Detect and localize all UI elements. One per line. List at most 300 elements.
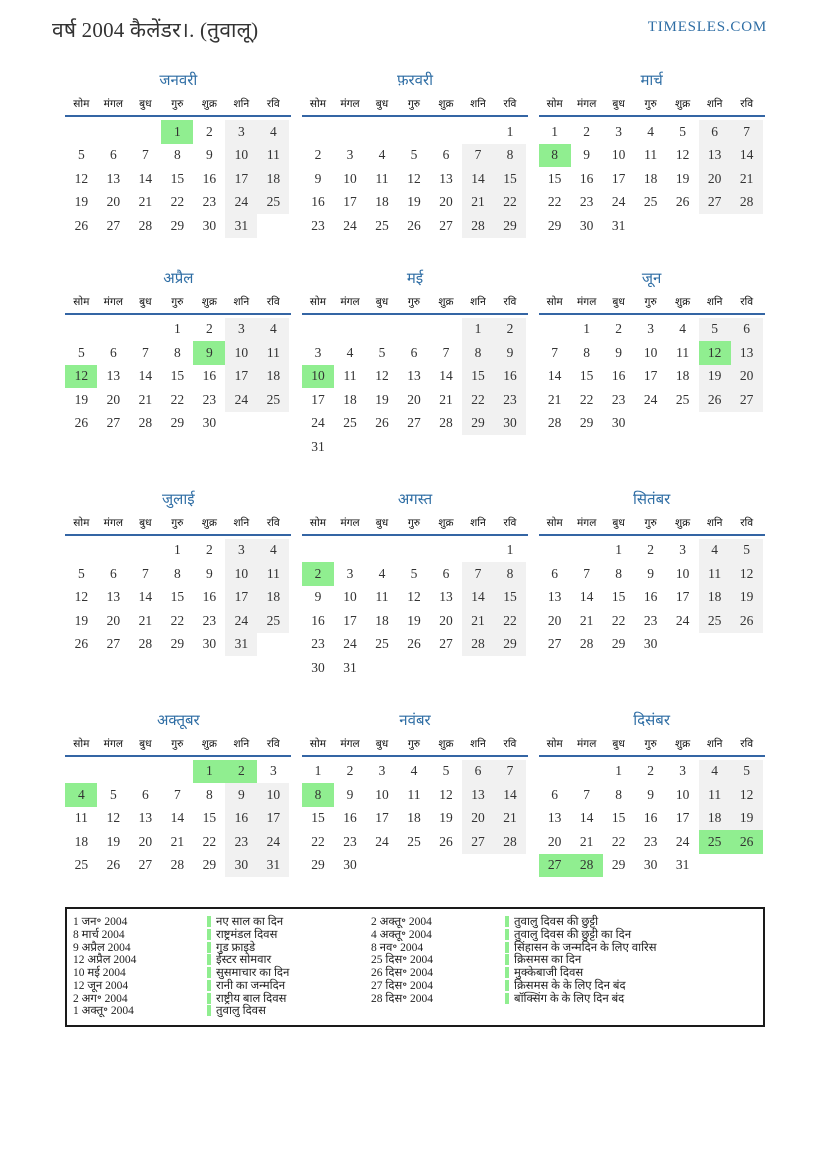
day-cell: 4	[346, 344, 354, 360]
day-cell: 9	[314, 170, 322, 186]
legend-label: तुवालु दिवस	[216, 1005, 266, 1018]
weekday-label: शनि	[233, 296, 250, 308]
day-cell: 14	[439, 368, 453, 384]
empty-day-cell	[398, 854, 430, 878]
day-cell: 10	[225, 144, 257, 168]
day-cell: 10	[675, 565, 690, 581]
day-cell: 20	[106, 194, 121, 210]
weekday-label: मंगल	[577, 517, 597, 529]
day-cell: 30	[202, 636, 217, 652]
day-cell: 6	[551, 786, 559, 802]
month-title: जुलाई	[162, 491, 195, 508]
day-cell: 24	[225, 388, 257, 412]
weekday-label: गुरु	[171, 296, 184, 308]
day-cell: 12	[65, 365, 97, 389]
day-cell: 26	[731, 609, 763, 633]
day-cell: 13	[439, 170, 453, 186]
day-cell: 29	[494, 633, 526, 657]
weekday-label: मंगल	[103, 99, 123, 110]
weekday-header-row	[65, 97, 291, 117]
empty-day-cell	[302, 318, 334, 342]
day-cell: 11	[699, 562, 731, 586]
weekday-label: शनि	[706, 296, 723, 308]
day-cell: 30	[579, 217, 594, 233]
day-cell: 27	[138, 857, 153, 873]
legend-label: क्रिसमस के के लिए दिन बंद	[514, 979, 626, 992]
weekday-label: मंगल	[340, 738, 360, 750]
day-cell: 1	[506, 542, 514, 558]
day-cell: 25	[257, 388, 289, 412]
day-cell: 4	[257, 539, 289, 563]
day-cell: 1	[506, 123, 514, 139]
day-cell: 11	[257, 341, 289, 365]
day-cell: 19	[439, 810, 453, 826]
day-cell: 8	[583, 344, 591, 360]
day-cell: 5	[731, 760, 763, 784]
weekday-label: गुरु	[407, 517, 421, 529]
day-cell: 16	[225, 807, 257, 831]
day-cell: 4	[378, 147, 386, 163]
weekday-label: शुक्र	[201, 517, 217, 529]
month-title: दिसंबर	[633, 712, 670, 729]
day-cell: 22	[611, 833, 626, 849]
legend-date: 27 दिस॰ 2004	[371, 979, 434, 992]
day-cell: 21	[170, 833, 185, 849]
day-cell: 21	[439, 391, 453, 407]
day-cell: 9	[647, 786, 655, 802]
month-days	[65, 318, 291, 436]
day-cell: 24	[225, 191, 257, 215]
day-cell: 5	[410, 565, 418, 581]
months-grid	[65, 70, 765, 877]
day-cell: 12	[731, 562, 763, 586]
day-cell: 27	[439, 636, 453, 652]
day-cell: 27	[106, 415, 121, 431]
day-cell: 9	[205, 147, 213, 163]
day-cell: 26	[439, 833, 453, 849]
empty-day-cell	[699, 854, 731, 878]
weekday-label: रवि	[266, 517, 280, 529]
day-cell: 1	[615, 542, 623, 558]
empty-day-cell	[731, 633, 763, 657]
weekday-label: रवि	[266, 99, 280, 110]
legend-date: 1 जन॰ 2004	[73, 915, 128, 928]
weekday-label: रवि	[740, 296, 754, 308]
weekday-label: शनि	[233, 517, 250, 529]
day-cell: 13	[106, 589, 121, 605]
day-cell: 21	[494, 807, 526, 831]
day-cell: 16	[311, 194, 325, 210]
holiday-marker-icon	[207, 967, 211, 978]
day-cell: 23	[202, 612, 217, 628]
day-cell: 31	[675, 857, 690, 873]
day-cell: 7	[141, 565, 149, 581]
legend-date: 2 अक्तू॰ 2004	[371, 915, 432, 928]
day-cell: 23	[202, 194, 217, 210]
empty-day-cell	[699, 214, 731, 238]
day-cell: 8	[173, 344, 181, 360]
day-cell: 27	[539, 854, 571, 878]
day-cell: 8	[173, 147, 181, 163]
empty-day-cell	[398, 435, 430, 459]
day-cell: 8	[205, 786, 213, 802]
day-cell: 12	[407, 589, 421, 605]
legend-label: तुवालु दिवस की छुट्टी	[514, 915, 599, 928]
empty-day-cell	[571, 760, 603, 784]
weekday-label: रवि	[503, 738, 517, 750]
day-cell: 25	[257, 609, 289, 633]
day-cell: 12	[407, 170, 421, 186]
day-cell: 25	[375, 217, 389, 233]
weekday-label: शनि	[470, 517, 486, 529]
day-cell: 11	[375, 170, 389, 186]
day-cell: 18	[343, 391, 357, 407]
weekday-label: रवि	[266, 296, 280, 308]
day-cell: 9	[205, 565, 213, 581]
empty-day-cell	[699, 633, 731, 657]
weekday-label: शुक्र	[438, 517, 454, 529]
empty-day-cell	[334, 435, 366, 459]
weekday-label: मंगल	[577, 296, 597, 308]
day-cell: 31	[225, 633, 257, 657]
weekday-label: बुध	[612, 99, 625, 110]
weekday-label: मंगल	[340, 99, 360, 110]
weekday-label: मंगल	[340, 296, 360, 308]
day-cell: 21	[462, 191, 494, 215]
day-cell: 1	[462, 318, 494, 342]
weekday-label: बुध	[375, 517, 389, 529]
day-cell: 9	[494, 341, 526, 365]
empty-day-cell	[129, 120, 161, 144]
weekday-label: सोम	[73, 738, 90, 750]
legend-holiday	[207, 1003, 371, 1018]
day-cell: 20	[106, 612, 121, 628]
day-cell: 11	[343, 368, 357, 384]
weekday-label: सोम	[309, 738, 327, 750]
day-cell: 26	[375, 415, 389, 431]
weekday-label: मंगल	[103, 296, 123, 308]
legend-date: 25 दिस॰ 2004	[371, 954, 434, 967]
day-cell: 15	[202, 810, 217, 826]
month-block	[539, 268, 765, 459]
empty-day-cell	[731, 214, 763, 238]
holiday-marker-icon	[505, 967, 509, 978]
day-cell: 15	[611, 589, 626, 605]
day-cell: 19	[407, 194, 421, 210]
weekday-label: मंगल	[577, 99, 597, 110]
weekday-label: शुक्र	[438, 296, 454, 308]
day-cell: 11	[676, 344, 690, 360]
day-cell: 21	[138, 612, 153, 628]
day-cell: 10	[343, 170, 357, 186]
day-cell: 17	[643, 368, 658, 384]
day-cell: 20	[731, 365, 763, 389]
empty-day-cell	[494, 435, 526, 459]
day-cell: 20	[699, 167, 731, 191]
weekday-label: बुध	[375, 296, 389, 308]
weekday-label: गुरु	[407, 738, 421, 750]
weekday-label: बुध	[139, 517, 152, 529]
day-cell: 31	[311, 438, 325, 454]
day-cell: 23	[643, 612, 658, 628]
empty-day-cell	[97, 760, 129, 784]
brand-link[interactable]: TIMESLES.COM	[647, 19, 767, 35]
weekday-header-row	[65, 737, 291, 757]
day-cell: 16	[343, 810, 357, 826]
month-block	[539, 710, 765, 878]
weekday-label: रवि	[740, 99, 754, 110]
day-cell: 2	[314, 147, 322, 163]
empty-day-cell	[731, 854, 763, 878]
weekday-header-row	[302, 97, 528, 117]
day-cell: 19	[407, 612, 421, 628]
day-cell: 28	[138, 636, 153, 652]
day-cell: 6	[109, 344, 117, 360]
day-cell: 29	[611, 857, 626, 873]
legend-label: सुसमाचार का दिन	[216, 967, 290, 980]
day-cell: 16	[579, 170, 594, 186]
day-cell: 27	[106, 217, 121, 233]
day-cell: 15	[611, 810, 626, 826]
month-days	[539, 539, 765, 657]
day-cell: 29	[579, 415, 594, 431]
month-block	[65, 710, 291, 878]
day-cell: 27	[547, 636, 562, 652]
weekday-header-row	[539, 97, 765, 117]
empty-day-cell	[398, 120, 430, 144]
day-cell: 19	[675, 170, 690, 186]
day-cell: 18	[257, 586, 289, 610]
weekday-label: रवि	[266, 738, 280, 750]
day-cell: 9	[193, 341, 225, 365]
holiday-marker-icon	[207, 954, 211, 965]
day-cell: 3	[346, 565, 354, 581]
holiday-marker-icon	[207, 929, 211, 940]
day-cell: 2	[205, 123, 213, 139]
day-cell: 11	[699, 783, 731, 807]
empty-day-cell	[129, 539, 161, 563]
weekday-label: गुरु	[644, 296, 657, 308]
day-cell: 17	[311, 391, 325, 407]
day-cell: 18	[675, 368, 690, 384]
day-cell: 22	[494, 609, 526, 633]
day-cell: 7	[583, 565, 591, 581]
month-days	[539, 318, 765, 436]
weekday-label: शनि	[706, 738, 723, 750]
day-cell: 15	[579, 368, 594, 384]
empty-day-cell	[366, 318, 398, 342]
day-cell: 2	[302, 562, 334, 586]
day-cell: 17	[343, 612, 357, 628]
day-cell: 18	[407, 810, 421, 826]
day-cell: 9	[615, 344, 623, 360]
day-cell: 28	[138, 217, 153, 233]
weekday-label: गुरु	[644, 517, 657, 529]
day-cell: 30	[343, 857, 357, 873]
empty-day-cell	[430, 854, 462, 878]
day-cell: 24	[225, 609, 257, 633]
day-cell: 6	[442, 147, 450, 163]
day-cell: 26	[74, 636, 89, 652]
day-cell: 5	[679, 123, 687, 139]
day-cell: 5	[378, 344, 386, 360]
day-cell: 26	[407, 217, 421, 233]
holiday-marker-icon	[505, 954, 509, 965]
empty-day-cell	[462, 539, 494, 563]
day-cell: 6	[551, 565, 559, 581]
day-cell: 18	[375, 612, 389, 628]
day-cell: 10	[225, 341, 257, 365]
day-cell: 10	[225, 562, 257, 586]
day-cell: 29	[311, 857, 325, 873]
day-cell: 17	[257, 807, 289, 831]
day-cell: 14	[138, 589, 153, 605]
empty-day-cell	[65, 760, 97, 784]
day-cell: 11	[257, 144, 289, 168]
day-cell: 17	[675, 589, 690, 605]
day-cell: 11	[644, 147, 658, 163]
day-cell: 1	[161, 120, 193, 144]
legend-label: राष्ट्रमंडल दिवस	[216, 928, 278, 941]
weekday-label: शनि	[470, 296, 486, 308]
day-cell: 6	[731, 318, 763, 342]
day-cell: 25	[343, 415, 357, 431]
weekday-header-row	[302, 737, 528, 757]
day-cell: 13	[106, 368, 121, 384]
weekday-label: रवि	[503, 517, 517, 529]
weekday-label: बुध	[612, 738, 625, 750]
day-cell: 10	[343, 589, 357, 605]
day-cell: 12	[375, 368, 389, 384]
empty-day-cell	[699, 412, 731, 436]
weekday-header-row	[539, 295, 765, 315]
day-cell: 23	[494, 388, 526, 412]
holiday-marker-icon	[505, 993, 509, 1004]
day-cell: 2	[225, 760, 257, 784]
day-cell: 5	[699, 318, 731, 342]
day-cell: 29	[170, 415, 185, 431]
day-cell: 9	[647, 565, 655, 581]
empty-day-cell	[366, 656, 398, 680]
day-cell: 24	[611, 194, 626, 210]
legend-label: नए साल का दिन	[216, 915, 284, 928]
empty-day-cell	[494, 854, 526, 878]
day-cell: 27	[439, 217, 453, 233]
empty-day-cell	[129, 318, 161, 342]
day-cell: 7	[462, 144, 494, 168]
day-cell: 2	[583, 123, 591, 139]
empty-day-cell	[571, 539, 603, 563]
day-cell: 26	[106, 857, 121, 873]
day-cell: 9	[225, 783, 257, 807]
empty-day-cell	[225, 412, 257, 436]
weekday-label: सोम	[309, 517, 327, 529]
day-cell: 30	[311, 659, 325, 675]
month-block	[302, 489, 528, 680]
month-block	[65, 268, 291, 459]
holiday-marker-icon	[207, 942, 211, 953]
day-cell: 8	[462, 341, 494, 365]
day-cell: 1	[173, 542, 181, 558]
empty-day-cell	[366, 539, 398, 563]
legend-date: 12 अप्रैल 2004	[73, 954, 137, 967]
day-cell: 14	[579, 589, 594, 605]
legend-label: ईस्टर सोमवार	[216, 954, 272, 967]
day-cell: 3	[679, 542, 687, 558]
day-cell: 3	[269, 763, 277, 779]
empty-day-cell	[539, 539, 571, 563]
weekday-label: सोम	[546, 738, 563, 750]
day-cell: 20	[439, 194, 453, 210]
day-cell: 27	[699, 191, 731, 215]
day-cell: 30	[643, 636, 658, 652]
weekday-label: गुरु	[171, 99, 184, 110]
weekday-label: बुध	[139, 99, 152, 110]
day-cell: 24	[311, 415, 325, 431]
month-days	[65, 120, 291, 238]
day-cell: 13	[547, 589, 562, 605]
day-cell: 1	[173, 321, 181, 337]
weekday-label: शनि	[470, 99, 486, 110]
legend-column-right	[371, 915, 759, 1017]
day-cell: 3	[346, 147, 354, 163]
month-title: जून	[641, 270, 662, 287]
month-days	[302, 539, 528, 680]
day-cell: 3	[647, 321, 655, 337]
day-cell: 5	[77, 147, 85, 163]
month-title: मार्च	[640, 73, 663, 89]
day-cell: 10	[643, 344, 658, 360]
day-cell: 5	[77, 565, 85, 581]
month-days	[539, 120, 765, 238]
weekday-label: शुक्र	[201, 738, 217, 750]
day-cell: 26	[74, 415, 89, 431]
weekday-header-row	[302, 295, 528, 315]
day-cell: 2	[205, 542, 213, 558]
day-cell: 14	[462, 167, 494, 191]
day-cell: 26	[731, 830, 763, 854]
month-block	[65, 70, 291, 238]
day-cell: 1	[583, 321, 591, 337]
day-cell: 22	[170, 194, 185, 210]
legend-holiday	[505, 991, 759, 1006]
day-cell: 1	[615, 763, 623, 779]
empty-day-cell	[65, 120, 97, 144]
day-cell: 13	[106, 170, 121, 186]
day-cell: 13	[699, 144, 731, 168]
empty-day-cell	[65, 318, 97, 342]
day-cell: 1	[314, 763, 322, 779]
day-cell: 24	[643, 391, 658, 407]
empty-day-cell	[161, 760, 193, 784]
day-cell: 18	[699, 807, 731, 831]
month-title: अगस्त	[397, 491, 433, 508]
empty-day-cell	[366, 435, 398, 459]
empty-day-cell	[398, 656, 430, 680]
day-cell: 18	[74, 833, 89, 849]
day-cell: 4	[257, 120, 289, 144]
day-cell: 12	[74, 589, 89, 605]
day-cell: 16	[202, 170, 217, 186]
month-days	[65, 760, 291, 878]
day-cell: 6	[462, 760, 494, 784]
day-cell: 2	[494, 318, 526, 342]
day-cell: 30	[202, 217, 217, 233]
legend-date: 26 दिस॰ 2004	[371, 967, 434, 980]
legend-column-left	[73, 915, 371, 1017]
day-cell: 14	[138, 170, 153, 186]
empty-day-cell	[334, 318, 366, 342]
